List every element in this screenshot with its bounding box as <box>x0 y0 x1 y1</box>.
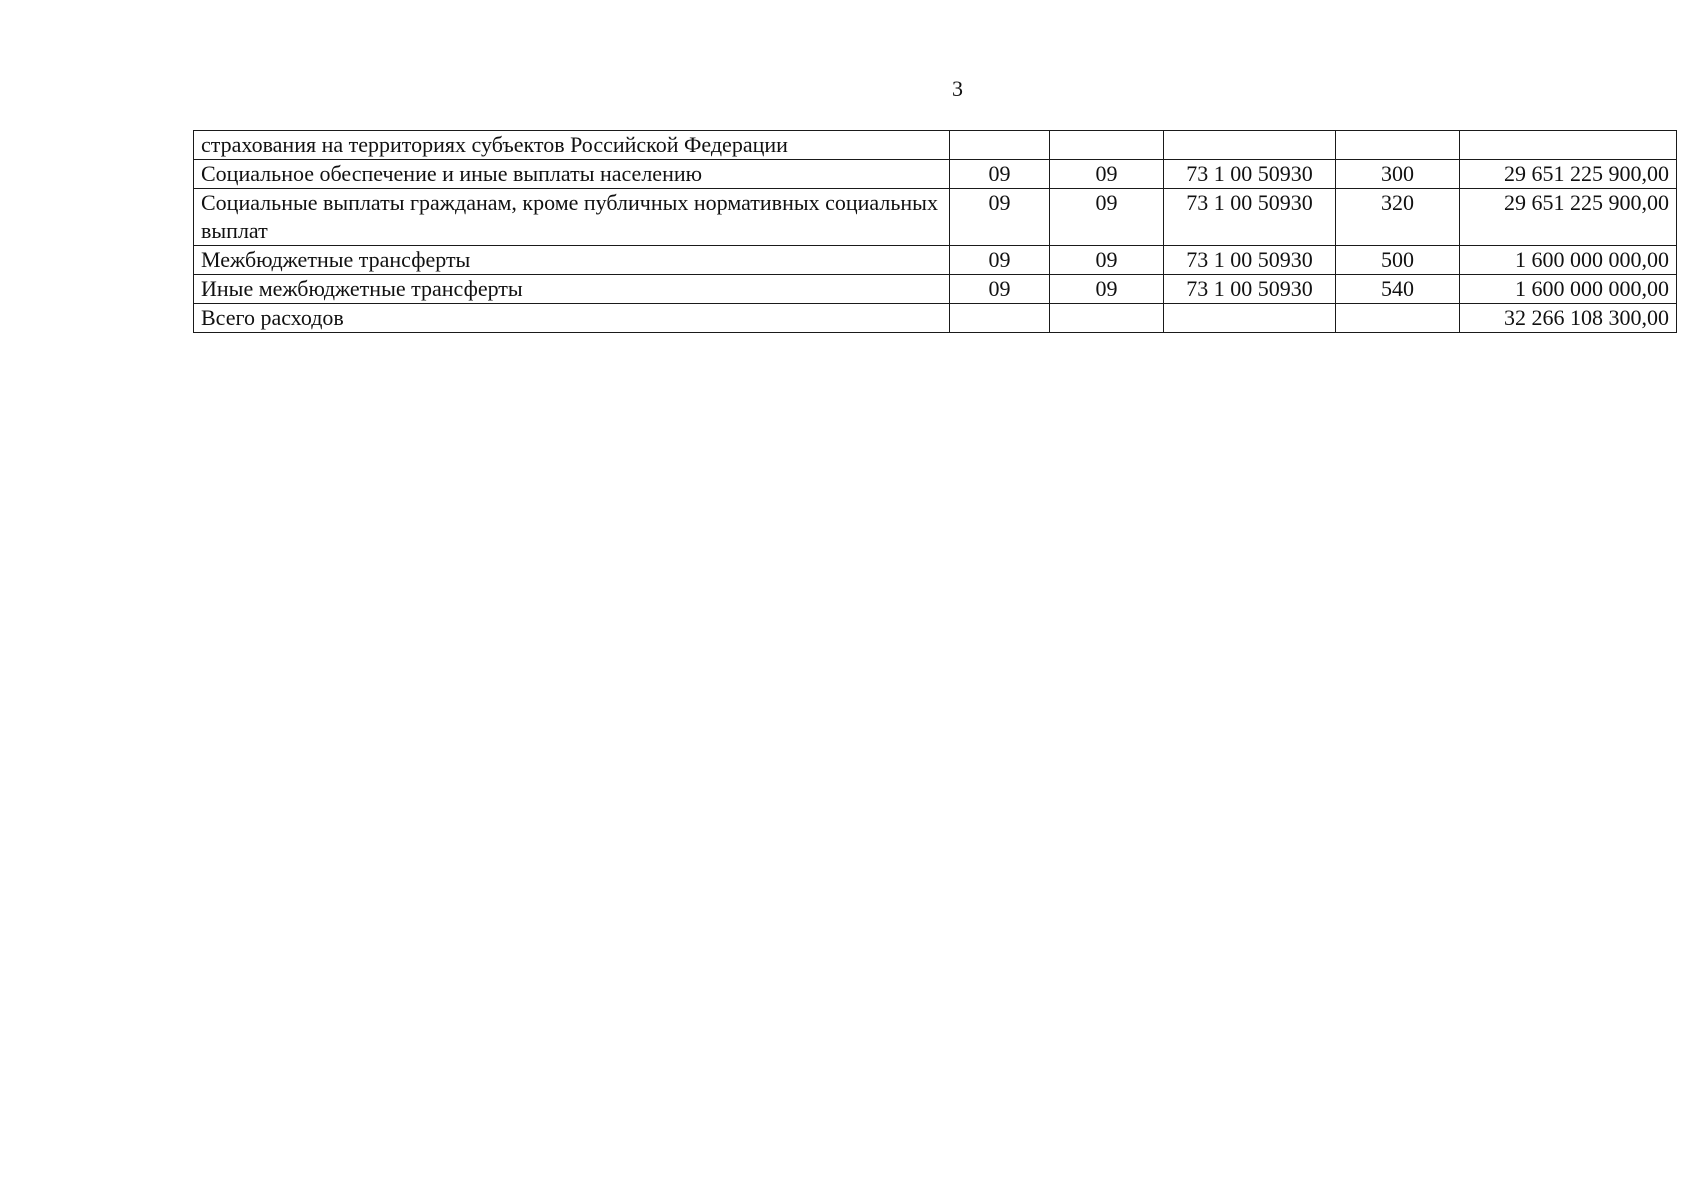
expense-type-cell: 500 <box>1336 246 1460 275</box>
row-name-cell: Иные межбюджетные трансферты <box>194 275 950 304</box>
amount-cell: 29 651 225 900,00 <box>1460 160 1677 189</box>
subsection-code-cell: 09 <box>1050 246 1164 275</box>
page-number: 3 <box>952 76 963 101</box>
target-article-cell: 73 1 00 50930 <box>1164 275 1336 304</box>
table-row-total <box>194 304 1677 333</box>
section-code-cell: 09 <box>950 246 1050 275</box>
row-name-cell: страхования на территориях субъектов Российской Федерации <box>194 131 950 160</box>
total-amount-cell: 32 266 108 300,00 <box>1460 304 1677 333</box>
subsection-code-cell: 09 <box>1050 160 1164 189</box>
subsection-code-cell: 09 <box>1050 189 1164 246</box>
expense-type-cell: 300 <box>1336 160 1460 189</box>
row-name-cell: Социальные выплаты гражданам, кроме публичных нормативных социальных выплат <box>194 189 950 246</box>
expenditure-table <box>193 130 1677 333</box>
subsection-code-cell <box>1050 131 1164 160</box>
amount-cell: 1 600 000 000,00 <box>1460 275 1677 304</box>
subsection-code-cell <box>1050 304 1164 333</box>
amount-cell <box>1460 131 1677 160</box>
table-row <box>194 189 1677 246</box>
amount-cell: 29 651 225 900,00 <box>1460 189 1677 246</box>
amount-cell: 1 600 000 000,00 <box>1460 246 1677 275</box>
section-code-cell: 09 <box>950 275 1050 304</box>
table-row <box>194 160 1677 189</box>
table-row <box>194 275 1677 304</box>
row-name-cell: Всего расходов <box>194 304 950 333</box>
section-code-cell: 09 <box>950 160 1050 189</box>
target-article-cell <box>1164 304 1336 333</box>
subsection-code-cell: 09 <box>1050 275 1164 304</box>
section-code-cell <box>950 304 1050 333</box>
row-name-cell: Социальное обеспечение и иные выплаты населению <box>194 160 950 189</box>
section-code-cell: 09 <box>950 189 1050 246</box>
target-article-cell: 73 1 00 50930 <box>1164 246 1336 275</box>
row-name-cell: Межбюджетные трансферты <box>194 246 950 275</box>
expense-type-cell <box>1336 304 1460 333</box>
target-article-cell: 73 1 00 50930 <box>1164 189 1336 246</box>
table-row <box>194 131 1677 160</box>
target-article-cell <box>1164 131 1336 160</box>
table-row <box>194 246 1677 275</box>
expense-type-cell: 540 <box>1336 275 1460 304</box>
target-article-cell: 73 1 00 50930 <box>1164 160 1336 189</box>
section-code-cell <box>950 131 1050 160</box>
expense-type-cell <box>1336 131 1460 160</box>
expense-type-cell: 320 <box>1336 189 1460 246</box>
